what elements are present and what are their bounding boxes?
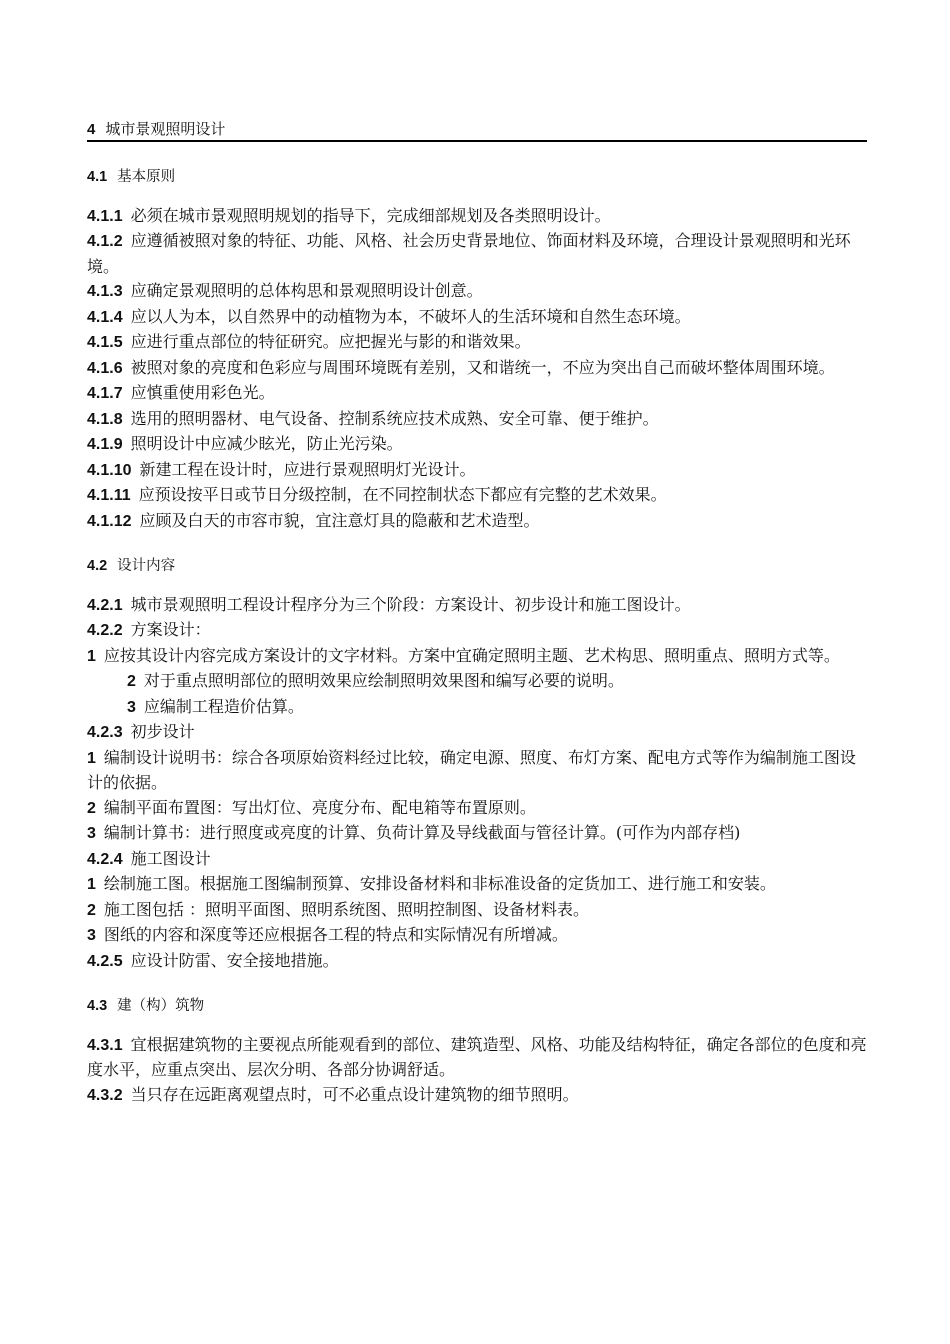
clause <box>87 229 867 279</box>
chapter-number: 4 <box>87 121 96 138</box>
chapter-title: 城市景观照明设计 <box>105 120 226 138</box>
section-number: 4.1 <box>87 169 108 185</box>
clause <box>87 458 867 484</box>
clause-text: 新建工程在设计时，应进行景观照明灯光设计。 <box>139 459 476 479</box>
clause <box>87 381 867 407</box>
item-number: 2 <box>127 673 136 690</box>
list-item <box>87 669 867 695</box>
list-item <box>87 746 867 796</box>
clause <box>87 407 867 433</box>
list-item <box>87 695 867 721</box>
clause <box>87 949 867 975</box>
clause-number: 4.1.8 <box>87 410 123 428</box>
clause <box>87 432 867 458</box>
list-item <box>87 796 867 822</box>
item-number: 2 <box>87 901 96 919</box>
clause <box>87 305 867 331</box>
clause-text: 施工图设计 <box>130 848 211 868</box>
clause-number: 4.1.1 <box>87 207 123 225</box>
clause <box>87 593 867 619</box>
list-item <box>87 923 867 949</box>
list-item <box>87 898 867 924</box>
clause-text: 必须在城市景观照明规划的指导下，完成细部规划及各类照明设计。 <box>130 205 611 225</box>
clause-number: 4.1.11 <box>87 487 131 504</box>
list-item <box>87 821 867 847</box>
clause <box>87 509 867 535</box>
clause-number: 4.1.3 <box>87 283 123 300</box>
header-rule <box>87 140 867 142</box>
clause <box>87 618 867 644</box>
chapter-heading <box>87 118 867 140</box>
section-heading <box>87 165 867 190</box>
item-text: 编制设计说明书：综合各项原始资料经过比较，确定电源、照度、布灯方案、配电方式等作为编制施工图设计的依据。 <box>87 747 856 792</box>
section-number: 4.2 <box>87 558 108 574</box>
clause-text: 应进行重点部位的特征研究。应把握光与影的和谐效果。 <box>130 332 531 351</box>
section-spacer <box>87 579 867 593</box>
clause-number: 4.2.4 <box>87 850 123 868</box>
section-spacer <box>87 1019 867 1033</box>
clause <box>87 279 867 305</box>
section-heading <box>87 994 867 1019</box>
item-number: 1 <box>87 647 96 665</box>
clause-number: 4.1.4 <box>87 308 123 326</box>
clause-number: 4.2.1 <box>87 596 123 614</box>
item-text: 编制平面布置图：写出灯位、亮度分布、配电箱等布置原则。 <box>103 797 536 817</box>
item-text: 施工图包括 ：照明平面图、照明系统图、照明控制图、设备材料表。 <box>103 899 589 919</box>
list-item <box>87 644 867 670</box>
list-item <box>87 872 867 898</box>
item-number: 3 <box>87 825 96 842</box>
clause <box>87 847 867 873</box>
document-body <box>87 165 867 1108</box>
clause <box>87 356 867 382</box>
clause-number: 4.2.3 <box>87 724 123 741</box>
clause <box>87 720 867 746</box>
section-number: 4.3 <box>87 998 108 1014</box>
clause <box>87 1033 867 1083</box>
section-spacer <box>87 534 867 554</box>
clause-text: 应顾及白天的市容市貌，宜注意灯具的隐蔽和艺术造型。 <box>139 510 540 530</box>
clause-text: 被照对象的亮度和色彩应与周围环境既有差别，又和谐统一，不应为突出自己而破坏整体周围环境。 <box>130 357 835 377</box>
clause-text: 选用的照明器材、电气设备、控制系统应技术成熟、安全可靠、便于维护。 <box>130 408 659 428</box>
clause-text: 宜根据建筑物的主要视点所能观看到的部位、建筑造型、风格、功能及结构特征，确定各部位的色度和亮度水平，应重点突出、层次分明、各部分协调舒适。 <box>87 1034 867 1079</box>
section-spacer <box>87 190 867 204</box>
section-title: 建（构）筑物 <box>117 998 205 1014</box>
clause <box>87 483 867 509</box>
section-spacer <box>87 974 867 994</box>
clause-text: 应慎重使用彩色光。 <box>130 383 275 402</box>
item-text: 绘制施工图。根据施工图编制预算、安排设备材料和非标准设备的定货加工、进行施工和安装。 <box>103 874 776 893</box>
clause-text: 应遵循被照对象的特征、功能、风格、社会历史背景地位、饰面材料及环境，合理设计景观照明和光环境。 <box>87 231 851 276</box>
item-text: 应按其设计内容完成方案设计的文字材料。方案中宜确定照明主题、艺术构思、照明重点、照明方式等。 <box>103 645 840 665</box>
clause-text: 城市景观照明工程设计程序分为三个阶段：方案设计、初步设计和施工图设计。 <box>130 594 691 614</box>
item-number: 1 <box>87 749 96 767</box>
clause-text: 应确定景观照明的总体构思和景观照明设计创意。 <box>130 281 483 300</box>
section-heading <box>87 554 867 579</box>
clause-number: 4.3.1 <box>87 1036 123 1054</box>
section-title: 设计内容 <box>117 558 176 574</box>
clause-text: 方案设计： <box>130 620 211 639</box>
item-number: 3 <box>87 927 96 944</box>
clause <box>87 330 867 356</box>
clause-number: 4.1.10 <box>87 461 132 479</box>
item-number: 2 <box>87 799 96 817</box>
section-title: 基本原则 <box>117 169 176 185</box>
item-number: 3 <box>127 698 136 716</box>
item-text: 应编制工程造价估算。 <box>143 696 304 716</box>
item-text: 编制计算书：进行照度或亮度的计算、负荷计算及导线截面与管径计算。(可作为内部存档) <box>103 823 741 842</box>
clause-text: 当只存在远距离观望点时，可不必重点设计建筑物的细节照明。 <box>130 1084 579 1104</box>
clause-text: 应以人为本，以自然界中的动植物为本，不破坏人的生活环境和自然生态环境。 <box>130 306 691 326</box>
clause-text: 照明设计中应减少眩光，防止光污染。 <box>130 434 403 453</box>
clause <box>87 1083 867 1109</box>
clause-number: 4.2.2 <box>87 622 123 639</box>
clause-number: 4.2.5 <box>87 952 123 970</box>
clause <box>87 204 867 230</box>
clause-text: 初步设计 <box>130 722 195 741</box>
clause-number: 4.1.9 <box>87 436 123 453</box>
item-text: 对于重点照明部位的照明效果应绘制照明效果图和编写必要的说明。 <box>143 671 624 690</box>
item-text: 图纸的内容和深度等还应根据各工程的特点和实际情况有所增减。 <box>103 925 568 944</box>
clause-number: 4.1.12 <box>87 512 132 530</box>
item-number: 1 <box>87 876 96 893</box>
clause-text: 应设计防雷、安全接地措施。 <box>130 950 339 970</box>
clause-text: 应预设按平日或节日分级控制，在不同控制状态下都应有完整的艺术效果。 <box>138 485 667 504</box>
clause-number: 4.1.2 <box>87 233 123 250</box>
clause-number: 4.1.7 <box>87 385 123 402</box>
clause-number: 4.3.2 <box>87 1086 123 1104</box>
clause-number: 4.1.6 <box>87 359 123 377</box>
clause-number: 4.1.5 <box>87 334 123 351</box>
